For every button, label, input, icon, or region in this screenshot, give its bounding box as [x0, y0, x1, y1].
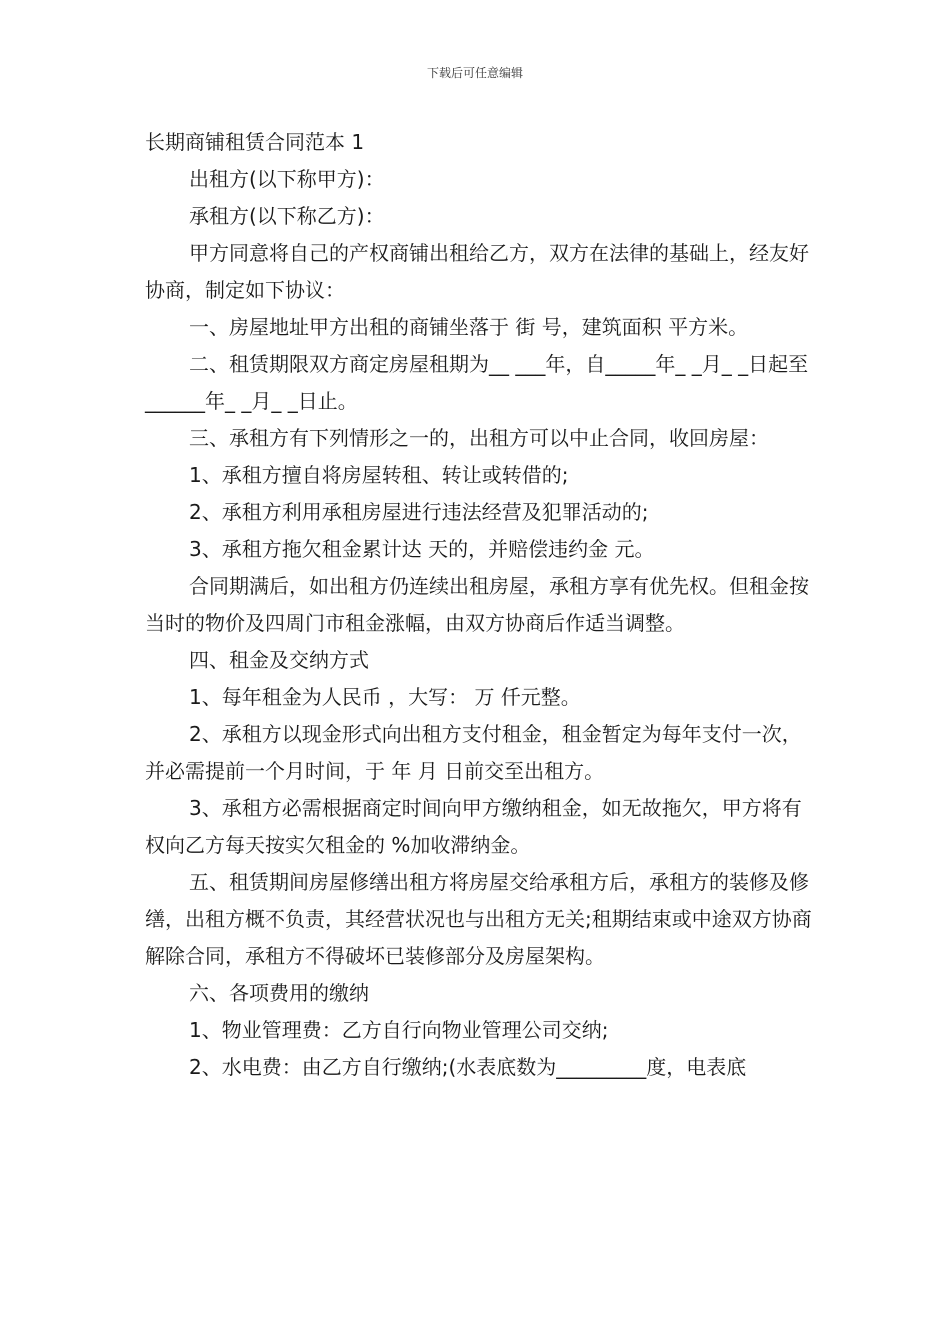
page-header: 下载后可任意编辑	[426, 66, 523, 80]
clause-5-repairs: 五、租赁期间房屋修缮出租方将房屋交给承租方后，承租方的装修及修缮，出租方概不负责，其经营状况也与出租方无关;租期结束或中途双方协商解除合同，承租方不得破坏已装修部分及房屋架构。	[145, 870, 812, 968]
clause-6-fees: 六、各项费用的缴纳	[189, 981, 369, 1005]
clause-4-item-3: 3、承租方必需根据商定时间向甲方缴纳租金，如无故拖欠，甲方将有权向乙方每天按实欠租金的 %加收滞纳金。	[145, 796, 802, 857]
paragraph-renewal: 合同期满后，如出租方仍连续出租房屋，承租方享有优先权。但租金按当时的物价及四周门市租金涨幅，由双方协商后作适当调整。	[145, 574, 809, 635]
document-body	[145, 124, 813, 1086]
clause-4-item-1: 1、每年租金为人民币 ，大写： 万 仟元整。	[189, 685, 581, 709]
clause-3-item-1: 1、承租方擅自将房屋转租、转让或转借的;	[189, 463, 569, 487]
clause-3-item-2: 2、承租方利用承租房屋进行违法经营及犯罪活动的;	[189, 500, 649, 524]
document-title: 长期商铺租赁合同范本 1	[145, 130, 365, 154]
clause-1-address: 一、房屋地址甲方出租的商铺坐落于 街 号，建筑面积 平方米。	[189, 315, 749, 339]
paragraph-agreement: 甲方同意将自己的产权商铺出租给乙方，双方在法律的基础上，经友好协商，制定如下协议：	[145, 241, 809, 302]
clause-6-item-2: 2、水电费：由乙方自行缴纳;(水表底数为_________度，电表底	[189, 1055, 747, 1079]
paragraph-lessee: 承租方(以下称乙方)：	[189, 204, 385, 228]
clause-4-item-2: 2、承租方以现金形式向出租方支付租金，租金暂定为每年支付一次，并必需提前一个月时间，于 年 月 日前交至出租方。	[145, 722, 802, 783]
clause-2-term: 二、租赁期限双方商定房屋租期为__ ___年，自_____年_ _月_ _日起至______年_ _月_ _日止。	[145, 352, 809, 413]
paragraph-lessor: 出租方(以下称甲方)：	[189, 167, 385, 191]
clause-4-rent: 四、租金及交纳方式	[189, 648, 369, 672]
clause-3-termination: 三、承租方有下列情形之一的，出租方可以中止合同，收回房屋：	[189, 426, 769, 450]
clause-6-item-1: 1、物业管理费：乙方自行向物业管理公司交纳;	[189, 1018, 609, 1042]
clause-3-item-3: 3、承租方拖欠租金累计达 天的，并赔偿违约金 元。	[189, 537, 655, 561]
